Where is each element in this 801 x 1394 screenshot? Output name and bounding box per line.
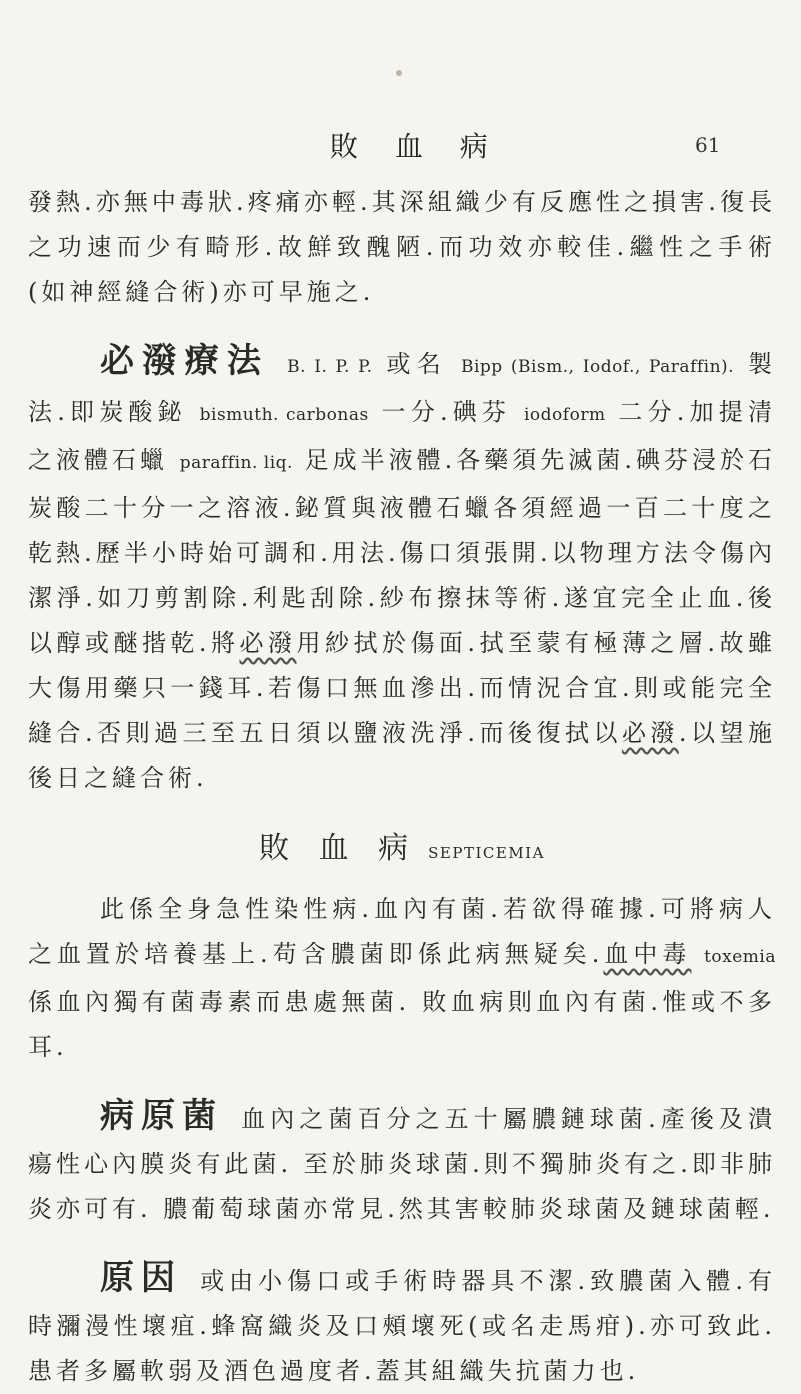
page-number: 61 — [695, 133, 721, 157]
text-run: 用紗拭於傷面.拭至蒙有極薄之層.故雖大傷用藥只一錢耳.若傷口無血滲出.而情況合宜.則或能完全縫合.否則過三至五日須以鹽液洗淨.而後復拭以 — [28, 629, 777, 747]
section-title: 敗 血 病 — [259, 831, 419, 866]
pathogen-heading: 病原菌 — [100, 1096, 224, 1136]
emphasized-term: 血中毒 — [603, 940, 692, 968]
paragraph-bipp — [28, 339, 776, 801]
spacer — [28, 1232, 776, 1256]
running-title: 敗 血 病 — [330, 130, 502, 163]
text-run: 或由小傷口或手術時器具不潔.致膿菌入體.有時瀰漫性壞疽.蜂窩織炎及口頰壞死(或名走馬疳).亦可致此.患者多屬軟弱及酒色過度者.蓋其組織失抗菌力也. — [28, 1267, 777, 1385]
spacer — [28, 315, 776, 339]
emphasized-term: 必潑 — [239, 629, 297, 657]
paragraph-cause — [28, 1256, 776, 1394]
paragraph-definition — [28, 887, 776, 1070]
text-run: 此係全身急性染性病.血內有菌.若欲得確據.可將病人之血置於培養基上.苟含膿菌即係此病無疑矣. — [28, 895, 776, 968]
paragraph-pathogen — [28, 1094, 776, 1232]
latin-term: iodoform — [524, 405, 606, 425]
text-run: 二分.加提清之液體石蠟 — [28, 398, 776, 474]
text-run: 足成半液體.各藥須先滅菌.碘芬浸於石炭酸二十分一之溶液.鉍質與液體石蠟各須經過一百二十度之乾熱.歷半小時始可調和.用法.傷口須張開.以物理方法令傷內潔淨.如刀剪割除.利匙刮除.紗布擦抹等術.遂宜完全止血.後以醇或醚揩乾.將 — [28, 446, 777, 657]
emphasized-term: 必潑 — [621, 719, 679, 747]
spacer — [28, 1070, 776, 1094]
bipp-heading: 必潑療法 — [100, 341, 270, 381]
bipp-full-name: Bipp (Bism., Iodof., Paraffin). — [460, 357, 735, 377]
cause-heading: 原因 — [100, 1258, 183, 1298]
latin-term: bismuth. carbonas — [199, 405, 369, 425]
text-run: 製法.即炭酸鉍 — [28, 350, 776, 426]
text-run: 或名 — [372, 350, 461, 378]
paragraph-continuation: 發熱.亦無中毒狀.疼痛亦輕.其深組織少有反應性之損害.復長之功速而少有畸形.故鮮致醜陋.而功效亦較佳.繼性之手術(如神經縫合術)亦可早施之. — [28, 188, 776, 306]
text-run: 一分.碘芬 — [368, 398, 524, 426]
section-latin-title: SEPTICEMIA — [428, 844, 545, 862]
text-run: .以望施後日之縫合術. — [28, 719, 777, 792]
running-head — [0, 125, 801, 165]
latin-term: paraffin. liq. — [179, 453, 293, 473]
latin-term: toxemia — [704, 947, 776, 967]
ink-dot — [396, 70, 402, 76]
text-run: 血內之菌百分之五十屬膿鏈球菌.產後及潰瘍性心內膜炎有此菌. 至於肺炎球菌.則不獨肺炎有之.即非肺炎亦可有. 膿葡萄球菌亦常見.然其害較肺炎球菌及鏈球菌輕. — [28, 1105, 776, 1223]
section-heading — [28, 823, 776, 867]
text-run: 係血內獨有菌毒素而患處無菌. 敗血病則血內有菌.惟或不多耳. — [28, 988, 776, 1061]
bipp-abbrev: B. I. P. P. — [287, 357, 373, 377]
page-body — [28, 180, 776, 1394]
